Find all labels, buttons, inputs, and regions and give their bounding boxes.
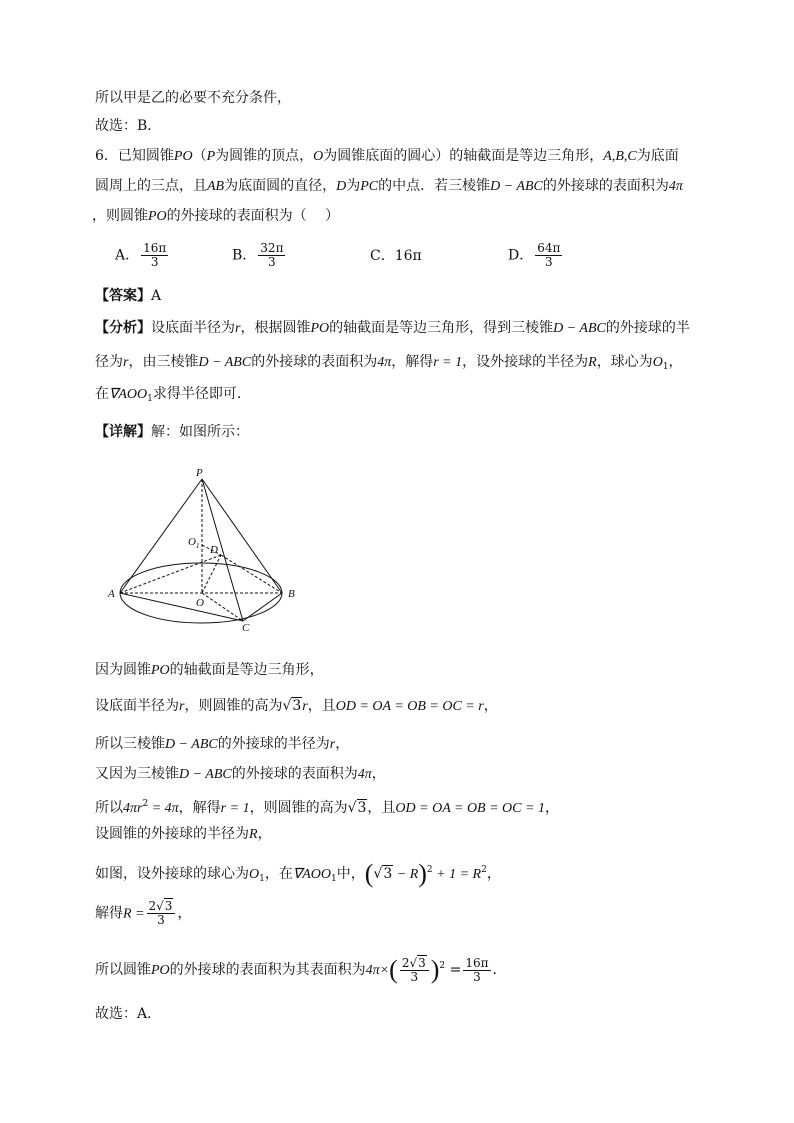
label-C: C [242, 622, 250, 634]
answer-line [95, 286, 161, 306]
analysis-line: 【分析】设底面半径为r，根据圆锥PO的轴截面是等边三角形，得到三棱锥D − ABC的外接球的半 [95, 320, 690, 336]
solution-line: 如图，设外接球的球心为$O_1$，在$\nabla AOO_1$中，$(√3 - R)^2 + 1 = R^2$， [95, 859, 501, 888]
edge-PB [202, 479, 282, 593]
option-a[interactable]: A． $\frac{16\pi}{3}$ [115, 241, 167, 269]
text-line: 所以甲是乙的必要不充分条件， [95, 90, 291, 106]
label-B: B [288, 588, 295, 600]
option-b[interactable]: B． $\frac{32\pi}{3}$ [232, 241, 284, 269]
edge-PC [202, 479, 243, 621]
edge-DB [221, 555, 282, 593]
option-d[interactable]: D． $\frac{64\pi}{3}$ [508, 241, 561, 269]
solution-line: 因为圆锥PO的轴截面是等边三角形， [95, 662, 324, 678]
solution-line: 又因为三棱锥D − ABC的外接球的表面积为4π， [95, 766, 386, 782]
text-line: 故选：B． [95, 118, 162, 134]
analysis-line: 在$\nabla AOO_1$求得半径即可. [95, 386, 242, 404]
solution-line: 故选：A． [95, 1006, 162, 1022]
edge-AC [120, 593, 243, 621]
option-c[interactable]: C．16π [370, 248, 422, 264]
label-A: A [108, 588, 115, 600]
analysis-line: 径为r，由三棱锥D − ABC的外接球的表面积为4π，解得r = 1，设外接球的半径为R，球心为$O_1$， [95, 354, 683, 372]
question-number: 6． [95, 148, 118, 164]
solution-line: 解得R = $\frac{2√3}{3}$ ， [95, 899, 192, 927]
question-line: 圆周上的三点，且AB为底面圆的直径，D为PC的中点．若三棱锥D − ABC的外接球的表面积为4π [95, 178, 683, 194]
detail-tag: 【详解】 [95, 424, 151, 440]
label-P: P [196, 467, 203, 479]
cone-figure [100, 465, 310, 635]
label-O: O [196, 597, 204, 609]
answer-value: A [151, 288, 162, 304]
solution-line: 所以圆锥PO的外接球的表面积为其表面积为4π×( $\frac{2√3}{3}$ )$^2$ = $\frac{16\pi}{3}$ ． [95, 955, 507, 984]
solution-line: 设圆锥的外接球的半径为R， [95, 826, 272, 842]
detail-line: 【详解】解：如图所示： [95, 424, 249, 440]
label-D: D [210, 544, 218, 556]
analysis-tag: 【分析】 [95, 320, 151, 336]
edge-DA [120, 555, 221, 593]
label-O1: $O_1$ [188, 536, 200, 550]
answer-tag: 【答案】 [95, 288, 151, 304]
question-line: 6．已知圆锥PO（P为圆锥的顶点，O为圆锥底面的圆心）的轴截面是等边三角形，A,B,C为底面 [95, 148, 679, 164]
edge-BC [243, 593, 282, 621]
solution-line: 所以$4\pi r^2 = 4\pi$，解得r = 1，则圆锥的高为√3，且OD = OA = OB = OC = 1， [95, 799, 559, 816]
solution-line: 所以三棱锥D − ABC的外接球的半径为r， [95, 736, 350, 752]
question-line: ，则圆锥PO的外接球的表面积为（ ） [92, 208, 340, 224]
solution-line: 设底面半径为r，则圆锥的高为√3r，且OD = OA = OB = OC = r， [95, 698, 498, 714]
